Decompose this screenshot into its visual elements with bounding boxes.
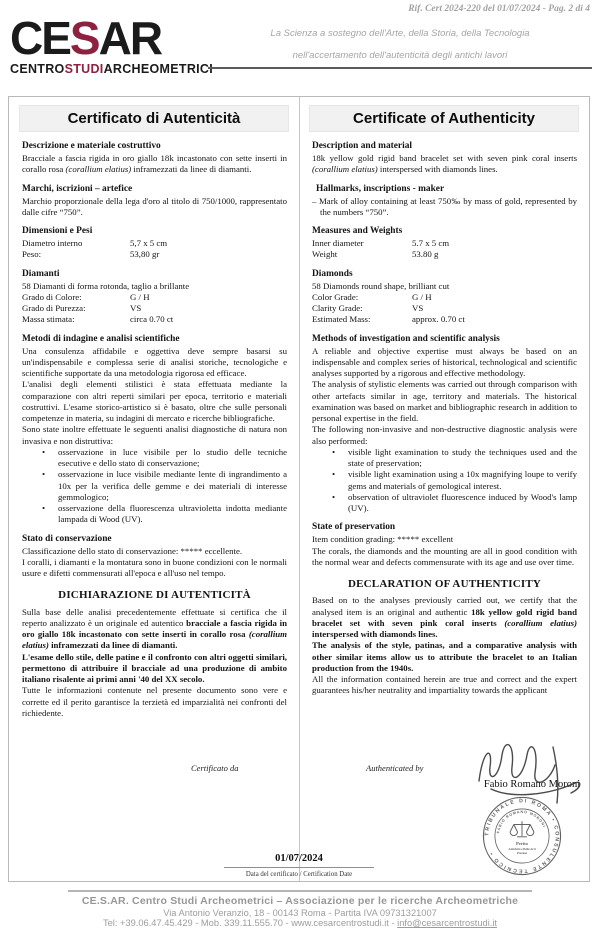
paragraph: Una consulenza affidabile e oggettiva deve sempre basarsi su un'indispensabile e complessa serie di analisi storiche, tecnologiche e scientifiche supportate da una metodologia rigorosa ed efficace. — [22, 345, 287, 379]
expert-name: Fabio Romano Moroni — [483, 779, 581, 790]
paragraph: 58 Diamonds round shape, brilliant cut — [312, 280, 450, 291]
certification-date: 01/07/2024 — [275, 853, 323, 864]
list-item: • osservazione della fluorescenza ultravioletta indotta mediante lampada di Wood (UV). — [58, 503, 287, 526]
declaration-paragraph: Based on to the analyses previously carried out, we certify that the analysed item is an original and authentic 18k yellow gold rigid band bracelet set with seven pink coral inserts (corallium elatius) interspersed with diamonds lines. — [312, 595, 577, 640]
section-metodi — [22, 333, 287, 526]
spec-row: Grado di Purezza: VS — [22, 303, 142, 314]
section-heading: Descrizione e materiale costruttivo — [22, 141, 161, 151]
paragraph: The corals, the diamonds and the mounting are all in good condition with the normal wear and defects commensurate with its age and use over time. — [312, 545, 577, 567]
list-item: • osservazione in luce visibile mediante lente di ingrandimento a 10x per la verifica delle gemme e dei materiali di interesse gemmologico; — [58, 469, 287, 503]
section-methods — [312, 333, 577, 515]
footer-org-name: CE.S.AR. Centro Studi Archeometrici – Associazione per le ricerche Archeometriche — [81, 895, 519, 907]
section-heading: Hallmarks, inscriptions - maker — [316, 183, 445, 194]
section-heading: State of preservation — [312, 522, 396, 533]
logo-sub-studi: STUDI — [64, 62, 104, 77]
spec-row: Inner diameter 5.7 x 5 cm — [312, 238, 450, 249]
date-underline — [224, 867, 374, 868]
list-item: • osservazione in luce visibile per lo studio delle tecniche esecutive e dello stato di conservazione; — [58, 447, 287, 470]
list-item: • observation of ultraviolet fluorescence induced by Wood's lamp (UV). — [348, 492, 577, 515]
section-heading: Methods of investigation and scientific analysis — [312, 333, 500, 344]
paragraph: Item condition grading: ***** excellent — [312, 534, 454, 545]
section-preservation — [312, 521, 577, 568]
tagline-line1: La Scienza a sostegno dell'Arte, della Storia, della Tecnologia — [270, 28, 530, 39]
logo-subtitle — [10, 63, 213, 76]
certificate-body — [8, 96, 590, 882]
paragraph: 18k yellow gold rigid band bracelet set with seven pink coral inserts (corallium elatius) interspersed with diamonds lines. — [312, 153, 577, 175]
section-heading: Measures and Weights — [312, 226, 403, 237]
paragraph: Sono state inoltre effettuate le seguenti analisi diagnostiche di natura non invasiva e non distruttiva: — [22, 424, 287, 446]
spec-row: Color Grade: G / H — [312, 291, 432, 302]
stamp-ring-text: TRIBUNALE DI ROMA • CONSULENTE TECNICO • — [484, 798, 560, 874]
footer — [0, 895, 600, 928]
column-divider — [299, 97, 300, 881]
logo-part-ce: CE — [10, 12, 70, 64]
footer-separator: - — [388, 918, 398, 928]
footer-divider — [68, 890, 532, 892]
logo-part-s: S — [69, 12, 99, 64]
declaration-paragraph: The analysis of the style, patinas, and a comparative analysis with other similar items allow us to attribute the bracelet to an Italian production from the 1940s. — [312, 640, 577, 673]
email-link[interactable]: info@cesarcentrostudi.it — [397, 918, 498, 928]
list-item: • visible light examination using a 10x magnifying loupe to verify gems and materials of gemological interest. — [348, 469, 577, 492]
paragraph: Classificazione dello stato di conservazione: ***** eccellente. — [22, 545, 243, 556]
spec-row: Estimated Mass: approx. 0.70 ct — [312, 314, 465, 325]
certified-by-label: Certificato da — [191, 763, 239, 773]
section-diamanti — [22, 268, 287, 326]
logo-sub-archeometrici: ARCHEOMETRICI — [103, 62, 214, 77]
section-heading: Metodi di indagine e analisi scientifiche — [22, 333, 180, 344]
spec-row: Clarity Grade: VS — [312, 303, 424, 314]
footer-phones: Tel: +39.06.47.45.429 - Mob. 339.11.555.70 - — [102, 918, 292, 928]
section-marchi — [22, 183, 287, 219]
paragraph: Marchio proporzionale della lega d'oro al titolo di 750/1000, rappresentato dalle cifre “750”. — [22, 195, 287, 217]
section-heading: Description and material — [312, 141, 412, 151]
section-heading: Stato di conservazione — [22, 533, 112, 544]
analysis-list — [22, 447, 287, 526]
logo-part-ar: AR — [98, 12, 162, 64]
column-english — [299, 132, 589, 697]
declaration-heading-it: DICHIARAZIONE DI AUTENTICITÀ — [58, 589, 251, 602]
section-measures — [312, 225, 577, 261]
footer-contacts — [0, 918, 600, 928]
signature-icon — [457, 737, 589, 815]
scales-icon — [510, 821, 534, 837]
stamp-inner-name: FABIO ROMANO MORONI — [496, 810, 547, 834]
stamp-subtitle1: Antichità e Belle Arti — [508, 846, 536, 851]
declaration-paragraph: Sulla base delle analisi precedentemente effettuate si certifica che il reperto analizzato è un originale ed autentico bracciale a fascia rigida in oro giallo 18k incastonato con sette inserti in corallo rosa (corallium elatius) inframezzati da linee di diamanti. — [22, 606, 287, 651]
paragraph: – Mark of alloy containing at least 750‰ by mass of gold, represented by the numbers “750”. — [312, 195, 577, 217]
authenticated-by-label: Authenticated by — [366, 763, 424, 773]
tagline-line2: nell'accertamento dell'autenticità degli antichi lavori — [292, 50, 508, 61]
paragraph: A reliable and objective expertise must always be based on an indispensable and complex series of historical, technological and scientific analyses supported by a rigorous and effective methodology. — [312, 345, 577, 379]
footer-address: Via Antonio Veranzio, 18 - 00143 Roma - Partita IVA 09731321007 — [163, 908, 437, 918]
declaration-paragraph: All the information contained herein are true and correct and the expert guarantees his/her neutrality and impartiality towards the applicant — [312, 674, 577, 696]
title-english: Certificate of Authenticity — [309, 105, 579, 132]
spec-row: Peso: 53,80 gr — [22, 249, 160, 260]
list-item: • visible light examination to study the techniques used and the state of preservation; — [348, 447, 577, 470]
paragraph: The analysis of stylistic elements was carried out through comparison with other artefacts similar in age, territory and materials. The historical examination was based on market and bibliographic research in addition to personal expertise in the field. — [312, 379, 577, 424]
paragraph: 58 Diamanti di forma rotonda, taglio a brillante — [22, 280, 190, 291]
paragraph: The following non-invasive and non-destructive diagnostic analysis were also performed: — [312, 424, 577, 446]
title-italian: Certificato di Autenticità — [19, 105, 289, 132]
section-heading: Diamanti — [22, 268, 60, 279]
spec-row: Diametro interno 5,7 x 5 cm — [22, 238, 168, 249]
declaration-heading-en: DECLARATION OF AUTHENTICITY — [347, 578, 542, 591]
declaration-paragraph: L'esame dello stile, delle patine e il confronto con altri oggetti similari, permettono di attribuire il bracciale ad una produzione di ambito italiano risalente ai primi anni '40 del XX secolo. — [22, 651, 287, 685]
paragraph: I coralli, i diamanti e la montatura sono in buone condizioni con le normali usure e difetti commensurati all'epoca e all'uso nel tempo. — [22, 556, 287, 579]
header-tagline — [208, 28, 592, 69]
stamp-title: Perito — [516, 841, 528, 847]
spec-row: Weight 53.80 g — [312, 249, 439, 260]
spec-row: Grado di Colore: G / H — [22, 291, 150, 302]
section-heading: Dimensioni e Pesi — [22, 226, 93, 237]
section-hallmarks — [312, 183, 577, 219]
section-description — [312, 140, 577, 176]
section-heading: Diamonds — [312, 268, 353, 279]
section-descrizione — [22, 140, 287, 176]
section-diamonds — [312, 268, 577, 326]
section-stato — [22, 533, 287, 580]
declaration-paragraph: Tutte le informazioni contenute nel presente documento sono vere e corrette ed il perito garantisce la terzietà ed imparzialità nei confronti del richiedente. — [22, 685, 287, 718]
section-heading: Marchi, iscrizioni – artefice — [22, 183, 133, 194]
paragraph: Bracciale a fascia rigida in oro giallo 18k incastonato con sette inserti in corallo rosa (corallium elatius) inframezzati da linee di diamanti. — [22, 153, 287, 175]
date-caption: Data del certificato / Certification Date — [245, 871, 353, 878]
reference-line: Rif. Cert 2024-220 del 01/07/2024 - Pag. 2 di 4 — [408, 4, 590, 14]
section-dimensioni — [22, 225, 287, 261]
logo-wordmark — [10, 12, 213, 64]
paragraph: L'analisi degli elementi stilistici è stata effettuata mediante la comparazione con altri reperti similari per epoca, territorio e materiali costruttivi. L'esame storico-artistico si è basato, oltre che sulle personali competenze in materia, su indagini di mercato e ricerche bibliografiche. — [22, 379, 287, 424]
stamp-subtitle2: Preziosi — [516, 851, 528, 856]
spec-row: Massa stimata: circa 0.70 ct — [22, 314, 174, 325]
column-italian — [9, 132, 299, 719]
analysis-list — [312, 447, 577, 515]
cesar-logo — [10, 12, 214, 77]
website-link[interactable]: www.cesarcentrostudi.it — [291, 918, 389, 928]
logo-sub-centro: CENTRO — [10, 62, 65, 77]
